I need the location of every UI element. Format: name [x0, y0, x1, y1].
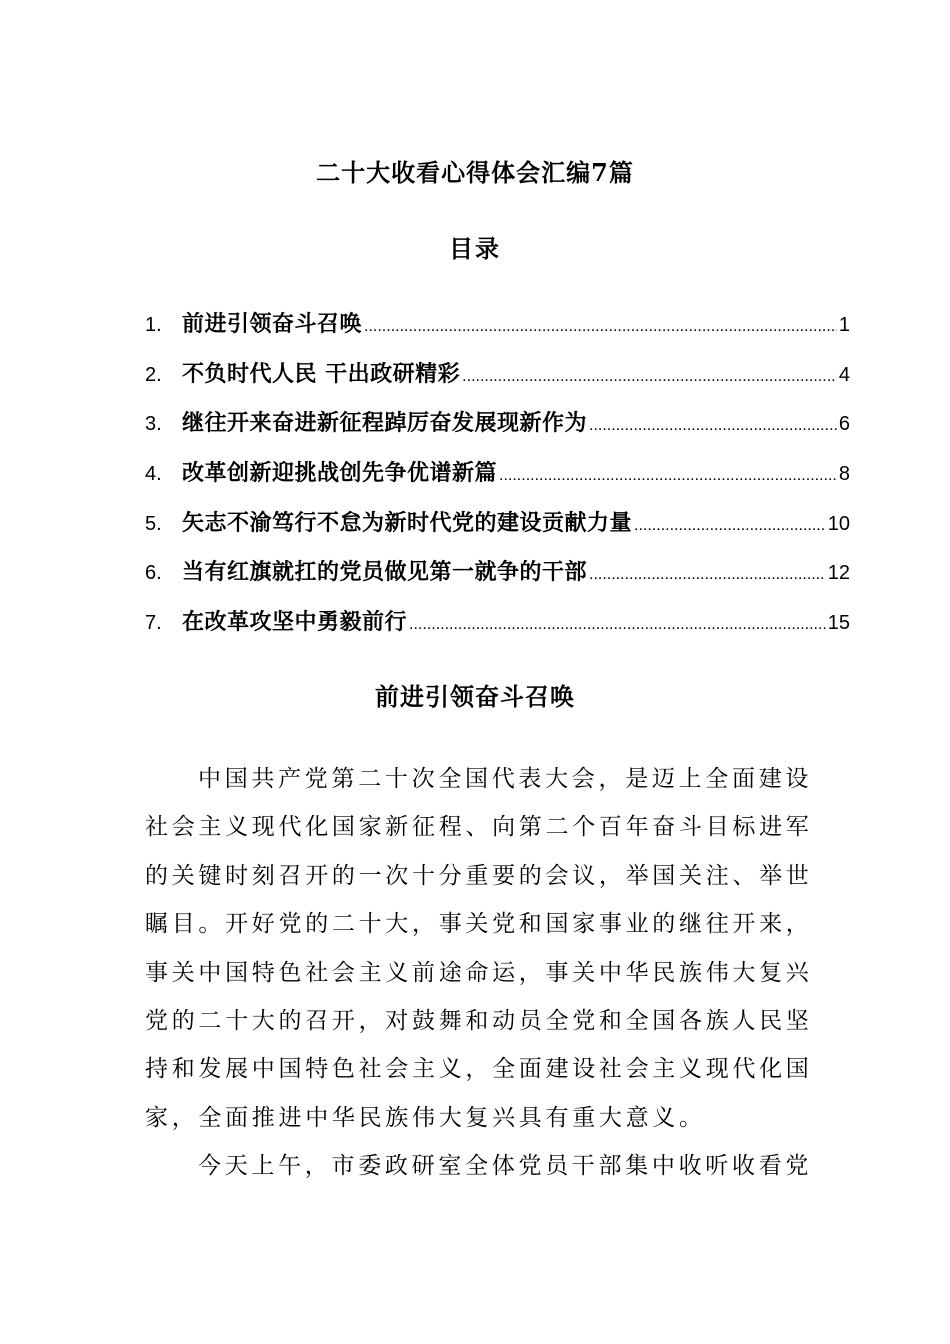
toc-entry-page: 1 — [838, 314, 850, 336]
toc-leader-dots — [364, 310, 837, 344]
toc-entry-title: 继往开来奋进新征程踔厉奋发展现新作为 — [182, 410, 588, 437]
toc-entry[interactable] — [145, 406, 850, 456]
section-heading: 前进引领奋斗召唤 — [375, 682, 575, 711]
body-text — [145, 755, 813, 1191]
paragraph — [145, 1142, 813, 1190]
toc-entry-title: 改革创新迎挑战创先争优谱新篇 — [182, 460, 498, 487]
toc-entry-title: 不负时代人民 干出政研精彩 — [182, 360, 461, 387]
toc-leader-dots — [409, 608, 826, 642]
text-line: 瞩目。开好党的二十大，事关党和国家事业的继往开来， — [145, 911, 813, 938]
document-title: 二十大收看心得体会汇编7篇 — [316, 158, 634, 187]
toc-heading: 目录 — [449, 234, 501, 263]
text-line: 中国共产党第二十次全国代表大会，是迈上全面建设 — [198, 766, 813, 792]
toc-entry-number: 4. — [145, 463, 162, 486]
toc-leader-dots — [634, 509, 826, 543]
toc-entry-number: 6. — [145, 562, 162, 585]
toc-entry[interactable] — [145, 357, 850, 407]
toc-leader-dots — [589, 409, 837, 443]
toc-entry-title: 当有红旗就扛的党员做见第一就争的干部 — [182, 559, 588, 586]
text-line: 今天上午，市委政研室全体党员干部集中收听收看党 — [198, 1153, 813, 1180]
toc-entry-number: 7. — [145, 612, 162, 635]
toc-entry-number: 3. — [145, 413, 162, 436]
text-line: 党的二十大的召开，对鼓舞和动员全党和全国各族人民坚 — [145, 1008, 813, 1035]
toc-leader-dots — [589, 558, 826, 592]
toc-entry[interactable] — [145, 456, 850, 506]
toc-entry-page: 4 — [838, 363, 850, 386]
text-line: 家，全面推进中华民族伟大复兴具有重大意义。 — [145, 1104, 706, 1131]
text-line: 持和发展中国特色社会主义，全面建设社会主义现代化国 — [145, 1056, 813, 1083]
toc-entry-title: 前进引领奋斗召唤 — [182, 311, 363, 337]
toc-entry[interactable] — [145, 605, 850, 655]
text-line: 的关键时刻召开的一次十分重要的会议，举国关注、举世 — [145, 862, 813, 889]
paragraph — [145, 755, 813, 1142]
toc-entry[interactable] — [145, 555, 850, 605]
toc-entry-title: 矢志不渝笃行不怠为新时代党的建设贡献力量 — [182, 509, 633, 536]
table-of-contents — [145, 307, 850, 655]
toc-entry-page: 6 — [838, 413, 850, 436]
toc-entry-page: 12 — [827, 562, 850, 585]
toc-entry-number: 2. — [145, 363, 162, 386]
toc-entry[interactable] — [145, 307, 850, 357]
toc-entry[interactable] — [145, 506, 850, 556]
toc-entry-page: 8 — [838, 463, 850, 486]
text-line: 社会主义现代化国家新征程、向第二个百年奋斗目标进军 — [145, 814, 813, 841]
toc-entry-number: 1. — [145, 314, 162, 336]
toc-entry-page: 15 — [827, 612, 850, 635]
toc-entry-page: 10 — [827, 512, 850, 535]
toc-entry-title: 在改革攻坚中勇毅前行 — [182, 609, 408, 636]
text-line: 事关中国特色社会主义前途命运，事关中华民族伟大复兴 — [145, 959, 813, 986]
toc-leader-dots — [462, 360, 837, 394]
toc-entry-number: 5. — [145, 512, 162, 535]
toc-leader-dots — [499, 459, 837, 493]
